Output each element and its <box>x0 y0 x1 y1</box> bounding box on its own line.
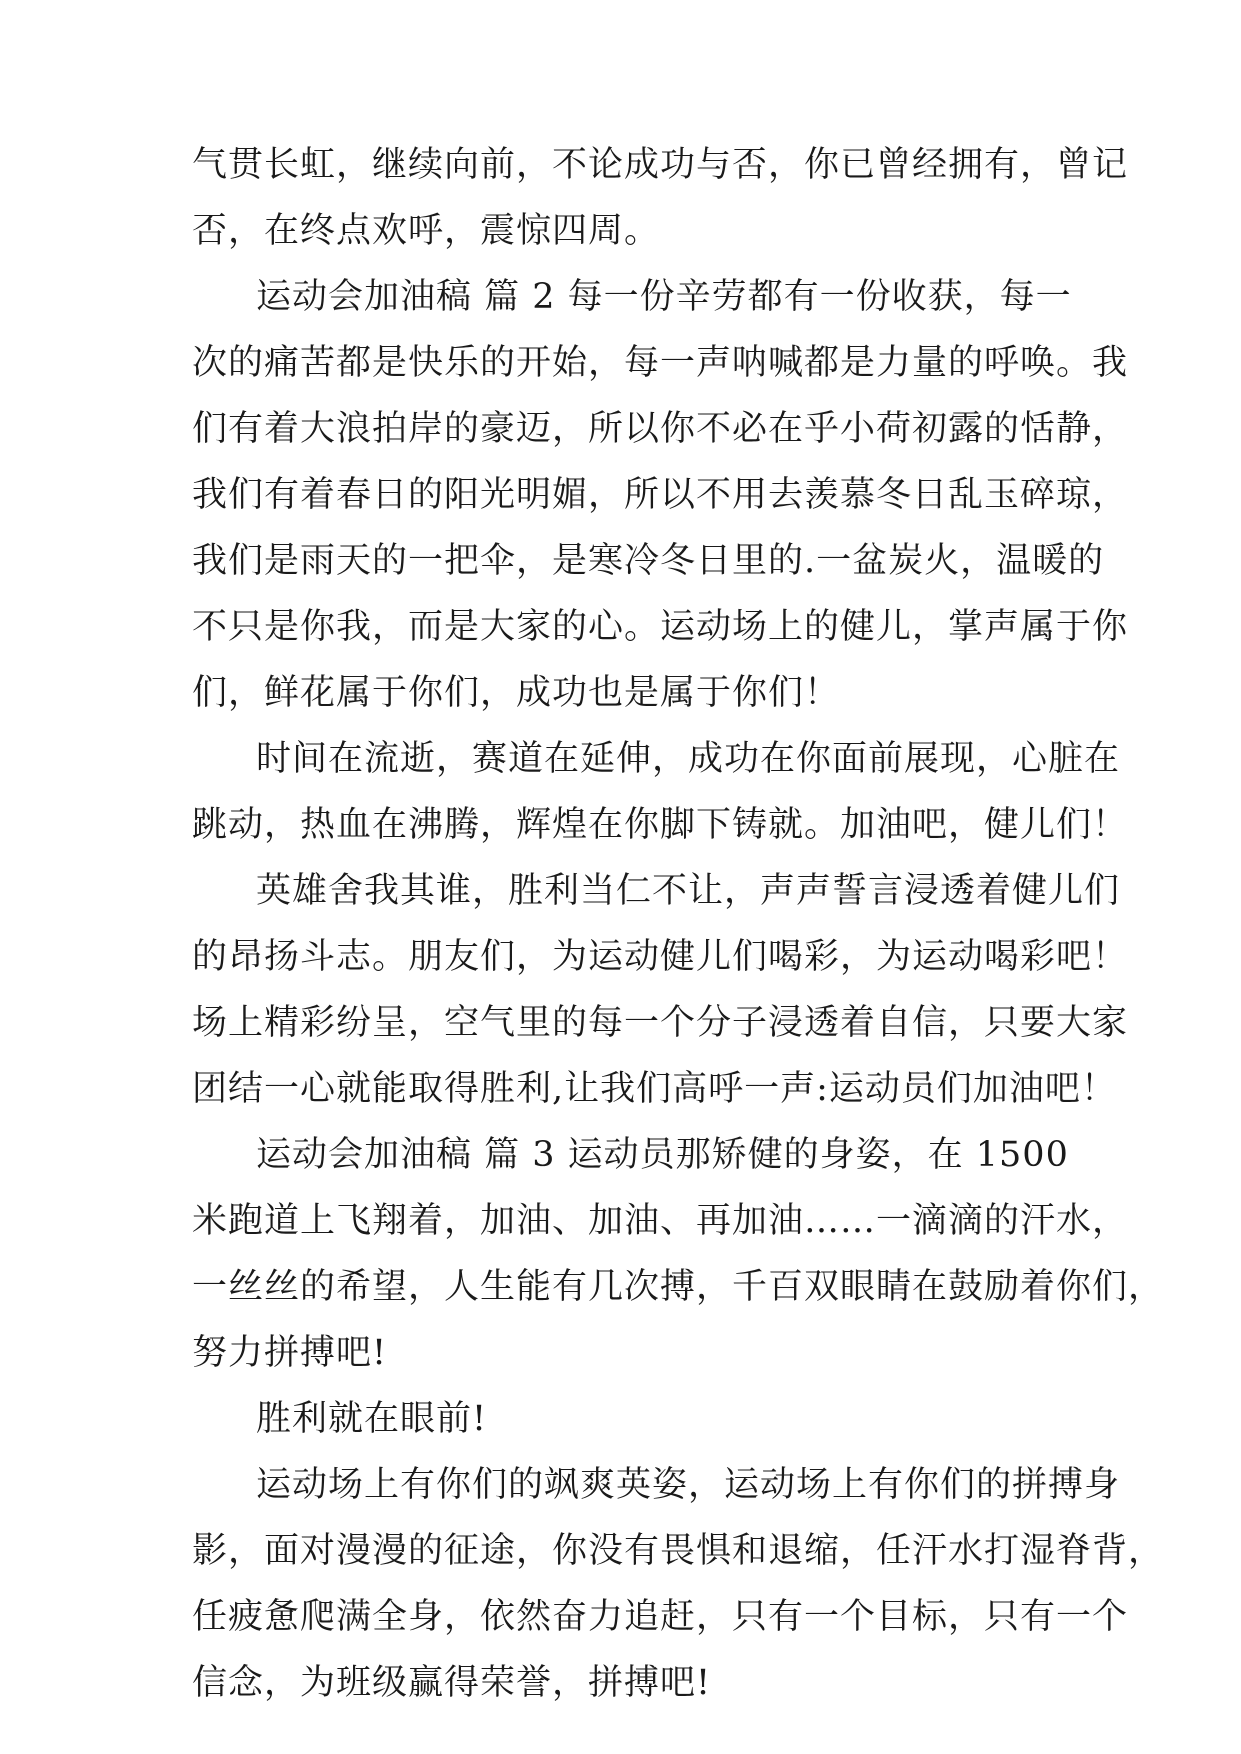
text-line: 的昂扬斗志。朋友们，为运动健儿们喝彩，为运动喝彩吧！ <box>192 937 1129 977</box>
text-line: 英雄舍我其谁，胜利当仁不让，声声誓言浸透着健儿们 <box>256 871 1121 911</box>
text-line: 运动会加油稿 篇 2 每一份辛劳都有一份收获，每一 <box>256 277 1072 317</box>
text-line: 任疲惫爬满全身，依然奋力追赶，只有一个目标，只有一个 <box>192 1597 1129 1637</box>
text-line: 米跑道上飞翔着，加油、加油、再加油……一滴滴的汗水， <box>192 1201 1129 1241</box>
text-line: 跳动，热血在沸腾，辉煌在你脚下铸就。加油吧，健儿们！ <box>192 805 1129 845</box>
text-line: 我们有着春日的阳光明媚，所以不用去羡慕冬日乱玉碎琼， <box>192 475 1129 515</box>
text-line: 们有着大浪拍岸的豪迈，所以你不必在乎小荷初露的恬静， <box>192 409 1129 449</box>
text-line: 一丝丝的希望，人生能有几次搏，千百双眼睛在鼓励着你们， <box>192 1267 1165 1307</box>
text-line: 胜利就在眼前! <box>256 1399 488 1439</box>
text-line: 运动场上有你们的飒爽英姿，运动场上有你们的拼搏身 <box>256 1465 1121 1505</box>
text-line: 努力拼搏吧! <box>192 1333 388 1373</box>
text-line: 我们是雨天的一把伞，是寒冷冬日里的.一盆炭火，温暖的 <box>192 541 1105 581</box>
text-line: 们，鲜花属于你们，成功也是属于你们！ <box>192 673 841 713</box>
text-line: 影，面对漫漫的征途，你没有畏惧和退缩，任汗水打湿脊背， <box>192 1531 1165 1571</box>
text-line: 气贯长虹，继续向前，不论成功与否，你已曾经拥有，曾记 <box>192 145 1129 185</box>
text-line: 运动会加油稿 篇 3 运动员那矫健的身姿，在 1500 <box>256 1135 1069 1175</box>
text-line: 不只是你我，而是大家的心。运动场上的健儿，掌声属于你 <box>192 607 1129 647</box>
text-line: 否，在终点欢呼，震惊四周。 <box>192 211 661 251</box>
text-line: 次的痛苦都是快乐的开始，每一声呐喊都是力量的呼唤。我 <box>192 343 1129 383</box>
text-line: 场上精彩纷呈，空气里的每一个分子浸透着自信，只要大家 <box>192 1003 1129 1043</box>
text-line: 信念，为班级赢得荣誉，拼搏吧! <box>192 1663 712 1703</box>
text-line: 时间在流逝，赛道在延伸，成功在你面前展现，心脏在 <box>256 739 1121 779</box>
text-line: 团结一心就能取得胜利,让我们高呼一声:运动员们加油吧！ <box>192 1069 1117 1109</box>
